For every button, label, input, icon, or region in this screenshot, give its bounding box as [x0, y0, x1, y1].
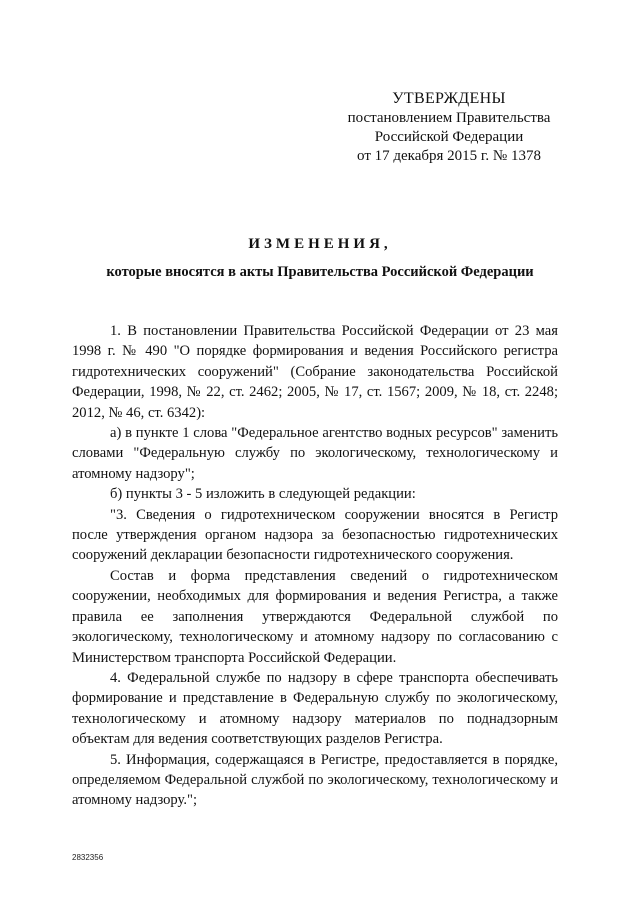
document-title: ИЗМЕНЕНИЯ, — [248, 236, 392, 252]
paragraph-1b: б) пункты 3 - 5 изложить в следующей редакции: — [110, 486, 416, 503]
paragraph-1a: а) в пункте 1 слова "Федеральное агентство водных ресурсов" заменить словами "Федеральную службу по экологическому, технологическому и атомному надзору"; — [72, 425, 558, 482]
document-subtitle: которые вносятся в акты Правительства Российской Федерации — [106, 264, 534, 280]
paragraph-3-composition: Состав и форма представления сведений о гидротехническом сооружении, необходимых для формирования и ведения Регистра, а также правила ее заполнения утверждаются Федеральной службой по экологическому, технологическому и атомному надзору по согласованию с Министерством транспорта Российской Федерации. — [72, 567, 558, 666]
approval-line-2: Российской Федерации — [374, 129, 524, 145]
document-body — [72, 321, 558, 811]
approval-line-1: постановлением Правительства — [347, 110, 551, 126]
paragraph-4: 4. Федеральной службе по надзору в сфере транспорта обеспечивать формирование и представление в Федеральную службу по экологическому, технологическому и атомному надзору материалов по поднадзорным объектам для ведения соответствующих разделов Регистра. — [72, 669, 558, 748]
approval-stamp — [338, 89, 560, 166]
approval-heading: УТВЕРЖДЕНЫ — [392, 90, 506, 107]
paragraph-3: "3. Сведения о гидротехническом сооружении вносятся в Регистр после утверждения органом надзора за безопасностью гидротехнических сооружений декларации безопасности гидротехнического сооружения. — [72, 506, 558, 564]
paragraph-1: 1. В постановлении Правительства Российской Федерации от 23 мая 1998 г. № 490 "О порядке формирования и ведения Российского регистра гидротехнических сооружений" (Собрание законодательства Российской Федерации, 1998, № 22, ст. 2462; 2005, № 17, ст. 1567; 2009, № 18, ст. 2248; 2012, № 46, ст. 6342): — [72, 323, 558, 421]
approval-line-3: от 17 декабря 2015 г. № 1378 — [357, 148, 541, 164]
document-code: 2832356 — [72, 853, 104, 862]
paragraph-5: 5. Информация, содержащаяся в Регистре, предоставляется в порядке, определяемом Федеральной службой по экологическому, технологическому и атомному надзору."; — [72, 751, 558, 809]
